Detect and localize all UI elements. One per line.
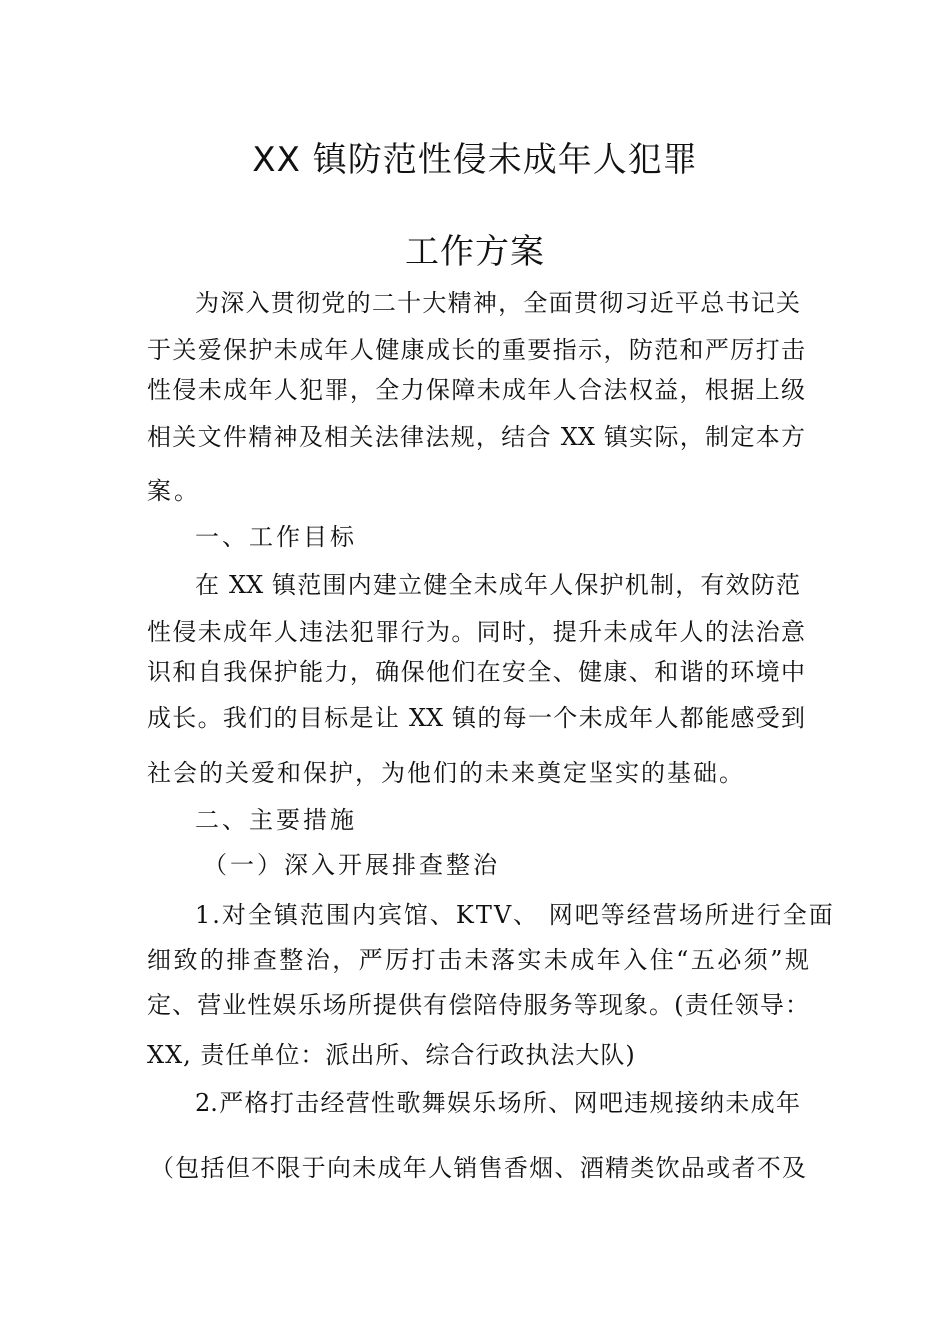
section-heading: 二、主要措施 bbox=[195, 806, 357, 834]
paragraph-line: 成长。我们的目标是让 XX 镇的每一个未成年人都能感受到 bbox=[147, 704, 805, 732]
document-title-line2: 工作方案 bbox=[405, 232, 545, 272]
paragraph-line: 1.对全镇范围内宾馆、KTV、 网吧等经营场所进行全面 bbox=[195, 901, 835, 929]
paragraph-line: 为深入贯彻党的二十大精神，全面贯彻习近平总书记关 bbox=[195, 289, 800, 317]
paragraph-line: 社会的关爱和保护，为他们的未来奠定坚实的基础。 bbox=[147, 759, 745, 787]
paragraph-line: 性侵未成年人犯罪，全力保障未成年人合法权益，根据上级 bbox=[147, 376, 805, 404]
paragraph-line: 识和自我保护能力，确保他们在安全、健康、和谐的环境中 bbox=[147, 658, 805, 686]
paragraph-line: 案。 bbox=[147, 477, 201, 505]
paragraph-line: XX, 责任单位：派出所、综合行政执法大队) bbox=[147, 1041, 636, 1069]
paragraph-line: 在 XX 镇范围内建立健全未成年人保护机制，有效防范 bbox=[195, 571, 800, 599]
paragraph-line: 性侵未成年人违法犯罪行为。同时，提升未成年人的法治意 bbox=[147, 618, 805, 646]
paragraph-line: 相关文件精神及相关法律法规，结合 XX 镇实际，制定本方 bbox=[147, 423, 805, 451]
subsection-heading: （一）深入开展排查整治 bbox=[203, 851, 500, 879]
document-title-line1: XX 镇防范性侵未成年人犯罪 bbox=[252, 140, 698, 180]
paragraph-line: 定、营业性娱乐场所提供有偿陪侍服务等现象。(责任领导： bbox=[147, 991, 809, 1019]
section-heading: 一、工作目标 bbox=[195, 523, 357, 551]
paragraph-line: 于关爱保护未成年人健康成长的重要指示，防范和严厉打击 bbox=[147, 336, 805, 364]
paragraph-line: （包括但不限于向未成年人销售香烟、酒精类饮品或者不及 bbox=[150, 1154, 806, 1182]
paragraph-line: 2.严格打击经营性歌舞娱乐场所、网吧违规接纳未成年 bbox=[195, 1089, 800, 1117]
paragraph-line: 细致的排查整治，严厉打击未落实未成年入住“五必须”规 bbox=[147, 946, 809, 974]
